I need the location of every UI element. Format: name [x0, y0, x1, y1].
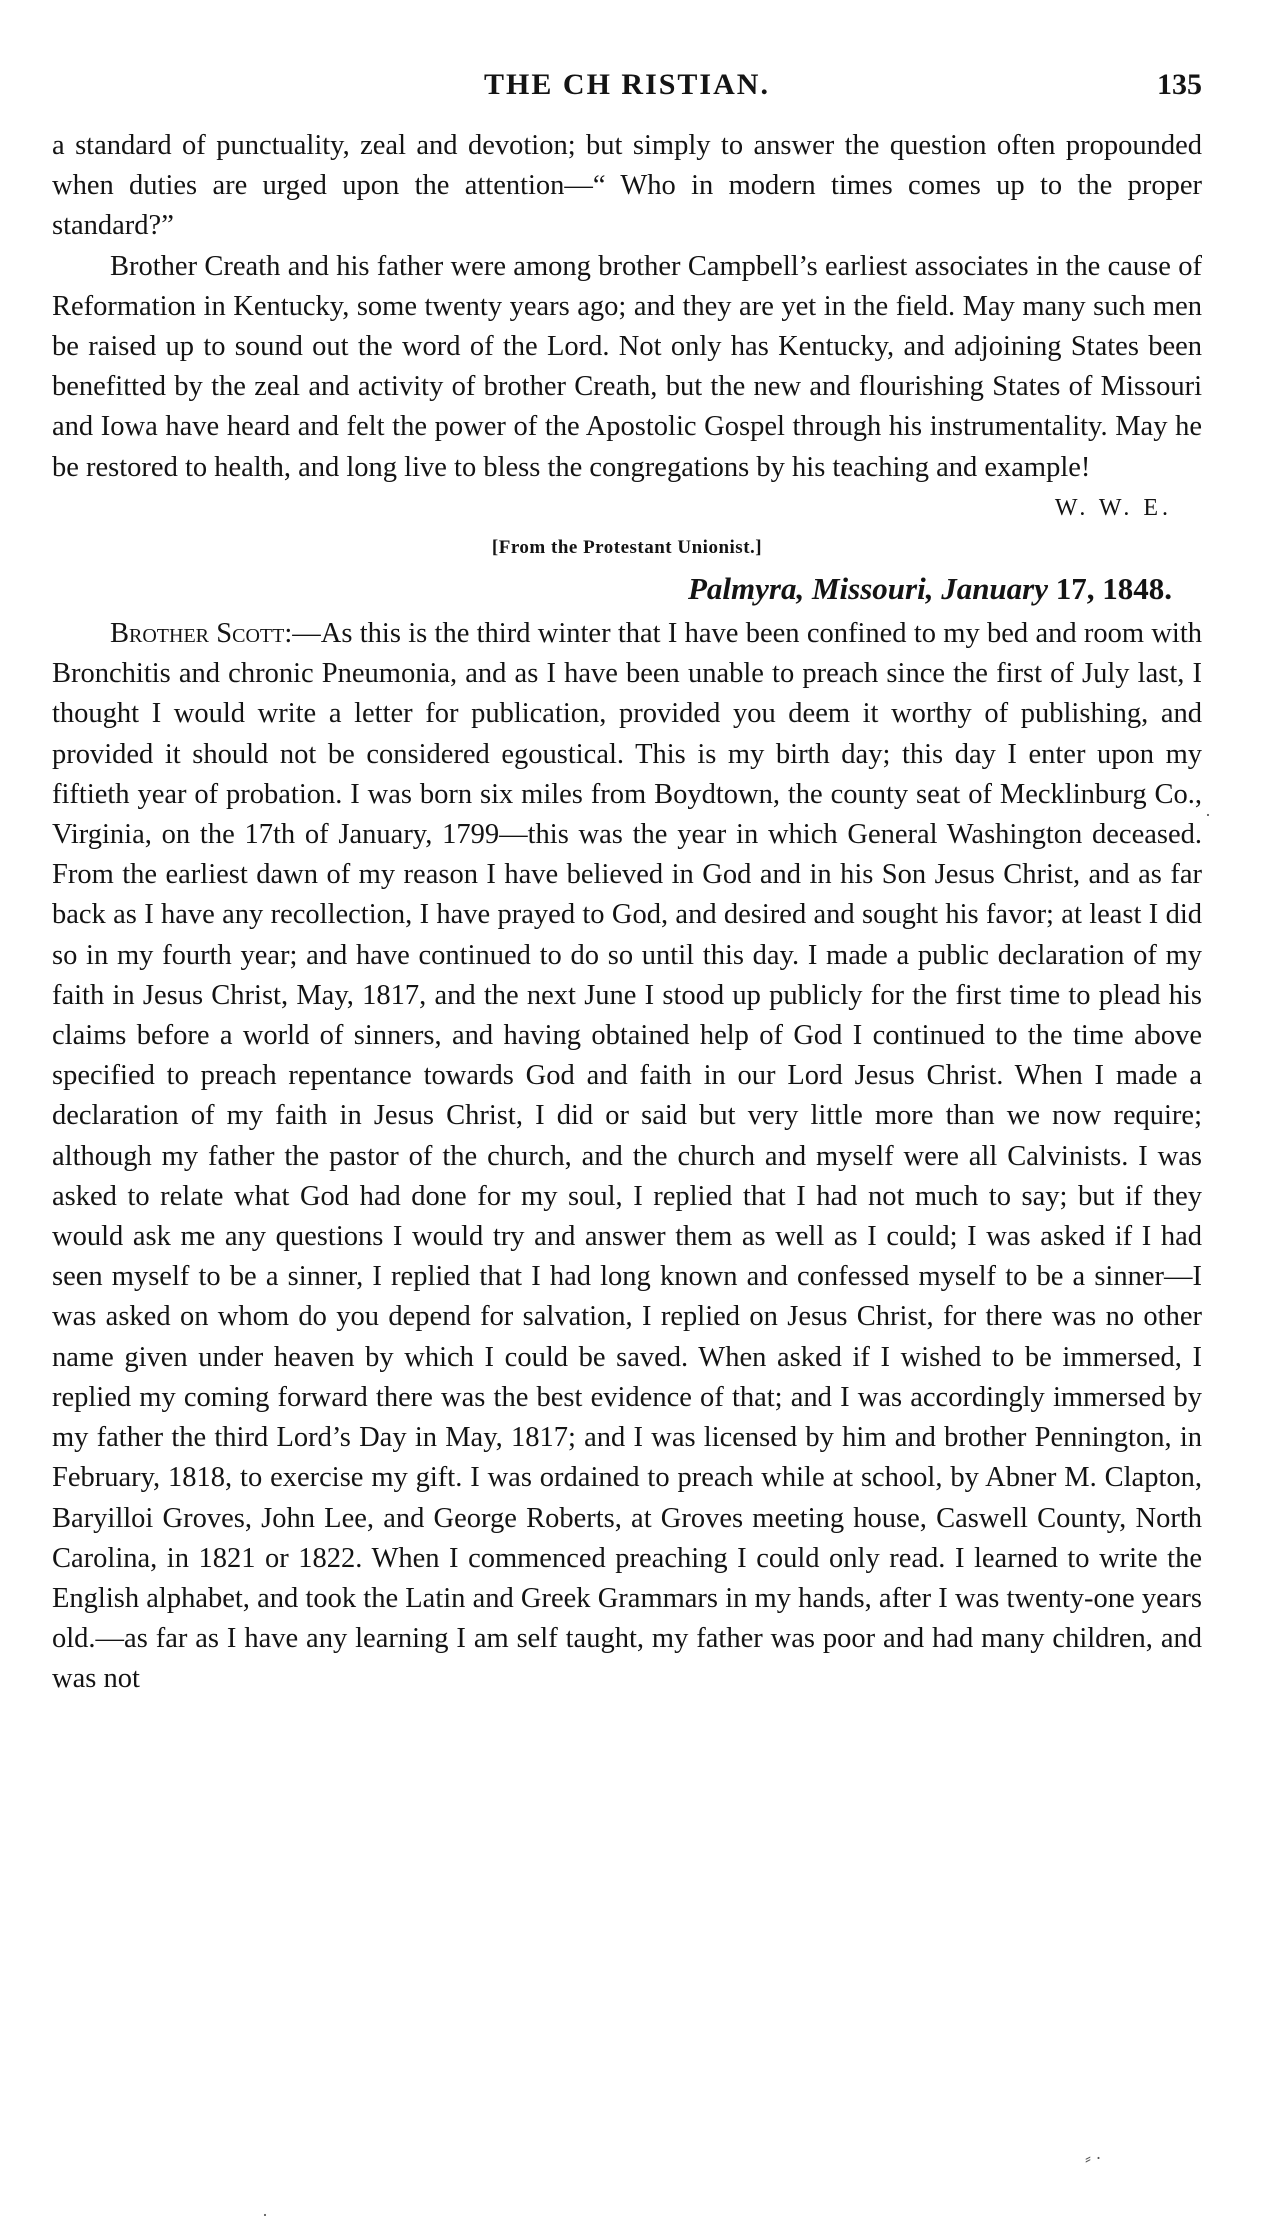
letter-body	[52, 614, 1202, 1699]
dateline-date: 17, 1848.	[1048, 571, 1172, 607]
dateline-place: Palmyra, Missouri, January	[687, 571, 1048, 607]
author-signature: W. W. E.	[1054, 494, 1172, 521]
running-title: THE CH RISTIAN.	[484, 68, 770, 101]
continued-paragraph: a standard of punctuality, zeal and devotion; but simply to answer the question often propounded when duties are urged upon the attention—“ Who in modern times comes up to the proper standard?”	[52, 130, 1202, 242]
page-number: 135	[1157, 68, 1202, 101]
print-speck: ⸗ ·	[1085, 2148, 1102, 2168]
book-page	[52, 62, 1202, 1700]
letter-text: —As this is the third winter that I have been confined to my bed and room with Bronchitis and chronic Pneumonia, and as I have been unable to preach since the first of July last, I thought I would write a letter for publication, provided you deem it worthy of publishing, and provided it should not be considered egoustical. This is my birth day; this day I enter upon my fiftieth year of probation. I was born six miles from Boydtown, the county seat of Mecklinburg Co., Virginia, on the 17th of January, 1799—this was the year in which General Washington deceased. From the earliest dawn of my reason I have believed in God and in his Son Jesus Christ, and as far back as I have any recollection, I have prayed to God, and desired and sought his favor; at least I did so in my fourth year; and have continued to do so until this day. I made a public declaration of my faith in Jesus Christ, May, 1817, and the next June I stood up publicly for the first time to plead his claims before a world of sinners, and having obtained help of God I continued to the time above specified to preach repentance towards God and faith in our Lord Jesus Christ. When I made a declaration of my faith in Jesus Christ, I did or said but very little more than we now require; although my father the pastor of the church, and the church and myself were all Calvinists. I was asked to relate what God had done for my soul, I replied that I had not much to say; but if they would ask me any questions I would try and answer them as well as I could; I was asked if I had seen myself to be a sinner, I replied that I had long known and confessed myself to be a sinner—I was asked on whom do you depend for salvation, I replied on Jesus Christ, for there was no other name given under heaven by which I could be saved. When asked if I wished to be immersed, I replied my coming forward there was the best evidence of that; and I was accordingly immersed by my father the third Lord’s Day in May, 1817; and I was licensed by him and brother Pennington, in February, 1818, to exercise my gift. I was ordained to preach while at school, by Abner M. Clapton, Baryilloi Groves, John Lee, and George Roberts, at Groves meeting house, Caswell County, North Carolina, in 1821 or 1822. When I commenced preaching I could only read. I learned to write the English alphabet, and took the Latin and Greek Grammars in my hands, after I was twenty-one years old.—as far as I have any learning I am self taught, my father was poor and had many children, and was not	[52, 618, 1203, 1695]
signoff-line	[52, 488, 1202, 528]
creath-paragraph: Brother Creath and his father were among brother Campbell’s earliest associates in the cause of Reformation in Kentucky, some twenty years ago; and they are yet in the field. May many such men be raised up to sound out the word of the Lord. Not only has Kentucky, and adjoining States been benefitted by the zeal and activity of brother Creath, but the new and flourishing States of Missouri and Iowa have heard and felt the power of the Apostolic Gospel through his instrumentality. May he be restored to health, and long live to bless the congregations by his teaching and example!	[52, 250, 1202, 483]
letter-dateline	[52, 568, 1202, 610]
print-speck: ·	[1205, 805, 1211, 825]
print-speck: ·	[262, 2205, 268, 2225]
running-head	[52, 62, 1202, 112]
page-body	[52, 126, 1202, 1700]
source-note: [From the Protestant Unionist.]	[491, 537, 763, 559]
letter-salutation: Brother Scott:	[110, 618, 293, 650]
